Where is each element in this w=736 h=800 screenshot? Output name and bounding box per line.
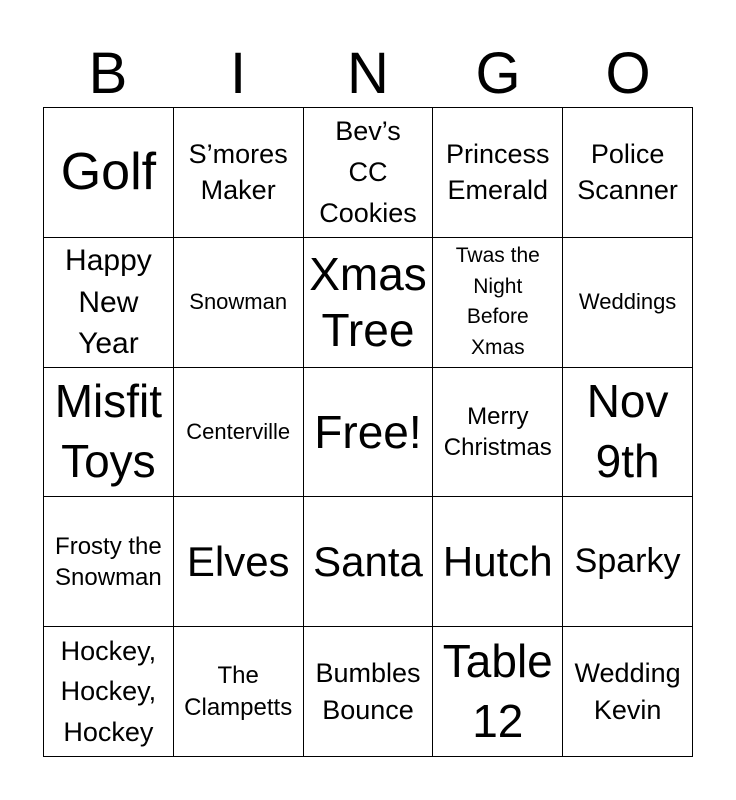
cell-text: Princess Emerald	[446, 138, 550, 206]
bingo-cell[interactable]	[174, 627, 304, 757]
cell-text: Hutch	[442, 537, 553, 585]
cell-text: Centerville	[186, 419, 291, 445]
bingo-cell[interactable]	[563, 368, 693, 498]
cell-text: Happy New Year	[65, 244, 152, 360]
header-letter-n: N	[347, 41, 389, 106]
header-letter-g: G	[475, 41, 521, 106]
bingo-cell[interactable]	[174, 368, 304, 498]
cell-text: Xmas Tree	[309, 248, 427, 357]
cell-text: Santa	[313, 537, 423, 585]
header-letter-o: O	[605, 41, 651, 106]
bingo-cell[interactable]	[174, 108, 304, 238]
cell-text: The Clampetts	[184, 662, 293, 721]
bingo-cell[interactable]	[563, 108, 693, 238]
cell-text: Golf	[60, 143, 157, 202]
cell-text: Elves	[186, 537, 290, 585]
bingo-cell[interactable]	[44, 368, 174, 498]
cell-text: Weddings	[578, 289, 677, 315]
bingo-cell[interactable]	[433, 108, 563, 238]
cell-text: Bumbles Bounce	[315, 657, 421, 725]
header-letter-i: I	[229, 41, 247, 106]
cell-text: Snowman	[189, 289, 288, 315]
bingo-cell[interactable]	[433, 368, 563, 498]
cell-text: Free!	[314, 405, 422, 458]
cell-text: S’mores Maker	[188, 138, 288, 206]
cell-text: Bev’s CC Cookies	[319, 115, 417, 228]
bingo-cell[interactable]	[174, 497, 304, 627]
cell-text: Police Scanner	[577, 138, 678, 206]
bingo-cell[interactable]	[174, 238, 304, 368]
bingo-cell[interactable]	[304, 627, 434, 757]
bingo-cell[interactable]	[304, 238, 434, 368]
cell-text: Frosty the Snowman	[55, 532, 162, 591]
bingo-cell[interactable]	[44, 108, 174, 238]
cell-text: Merry Christmas	[443, 402, 552, 461]
bingo-cell[interactable]	[563, 238, 693, 368]
bingo-cell[interactable]	[304, 368, 434, 498]
cell-text: Wedding Kevin	[574, 657, 681, 725]
bingo-header	[43, 40, 693, 108]
bingo-cell[interactable]	[433, 627, 563, 757]
header-letter-b: B	[88, 41, 128, 106]
cell-text: Sparky	[574, 542, 681, 581]
bingo-cell[interactable]	[44, 497, 174, 627]
bingo-cell[interactable]	[433, 497, 563, 627]
bingo-cell[interactable]	[433, 238, 563, 368]
bingo-cell[interactable]	[44, 627, 174, 757]
cell-text: Misfit Toys	[54, 375, 163, 487]
bingo-board	[43, 107, 693, 757]
bingo-cell[interactable]	[44, 238, 174, 368]
bingo-cell[interactable]	[563, 497, 693, 627]
cell-text: Hockey, Hockey, Hockey	[60, 635, 157, 747]
bingo-cell[interactable]	[563, 627, 693, 757]
cell-text: Nov 9th	[586, 375, 669, 487]
bingo-cell[interactable]	[304, 108, 434, 238]
bingo-cell[interactable]	[304, 497, 434, 627]
cell-text: Twas the Night Before Xmas	[455, 244, 540, 359]
cell-text: Table 12	[442, 634, 553, 747]
